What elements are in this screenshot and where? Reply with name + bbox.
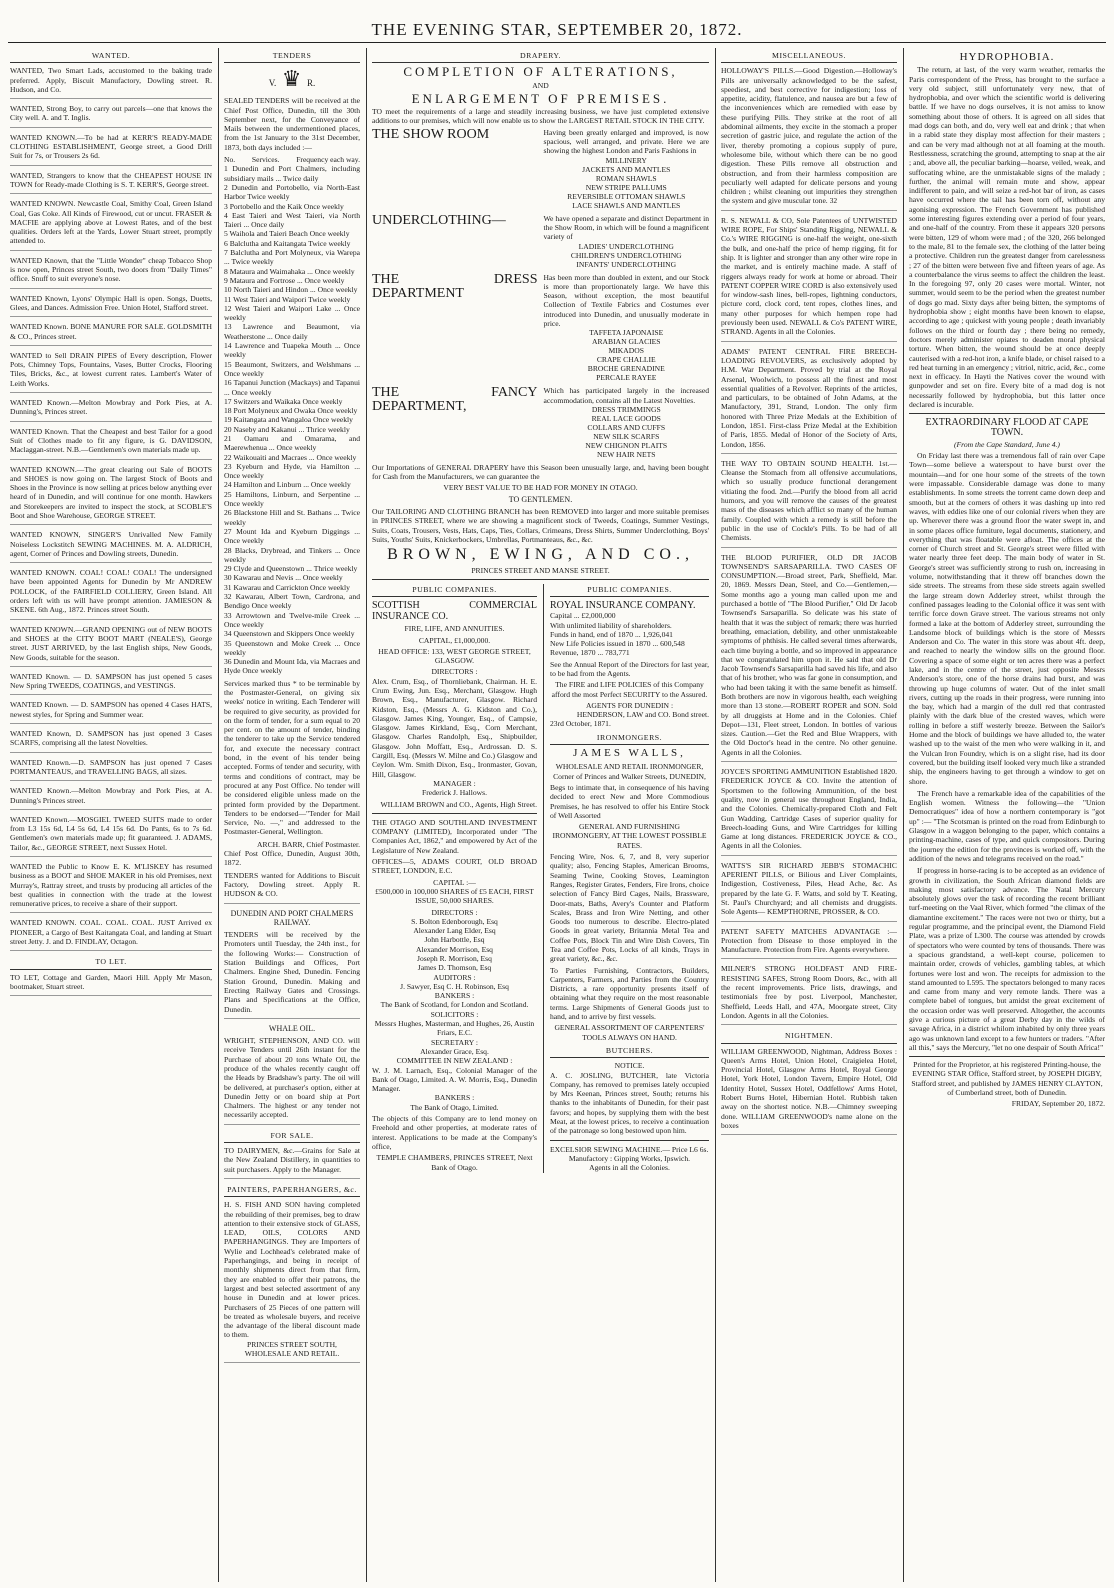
schedule-row: 32 Kawarau, Albert Town, Cardrona, and Bendigo Once weekly (224, 592, 360, 611)
ad: WANTED, Strangers to know that the CHEAPEST HOUSE IN TOWN for Ready-made Clothing is S. T. KERR'S, George street. (10, 171, 212, 195)
ad: H. S. FISH AND SON having completed the rebuilding of their premises, beg to draw attention to their extensive stock of GLASS, LEAD, OILS, COLORS AND PAPERHANGINGS. They are Importers of Wylie and Lochhead's celebrated make of Paperhangings, and being in receipt of monthly shipments direct from that firm, they are enabled to offer their patrons, the largest and best selected assortment of any house in Dunedin and at lower prices. Purchasers of 25 Pieces of one pattern will be treated as wholesale buyers, and receive the advantage of the liberal discount made to them. PRINCES STREET SOUTH, WHOLESALE AND RETAIL. (224, 1200, 360, 1363)
list-item: MILLINERY (605, 155, 647, 165)
section-heading: WANTED. (10, 50, 212, 63)
schedule-row: 4 East Taieri and West Taieri, via North Taieri ... Once daily (224, 210, 360, 230)
schedule-row: 31 Kawarau and Carrickton Once weekly (224, 582, 350, 592)
list-item: LACE SHAWLS AND MANTLES (572, 200, 681, 210)
schedule-row: 3 Portobello and the Kaik Once weekly (224, 201, 344, 211)
ad: WANTED to Sell DRAIN PIPES of Every description, Flower Pots, Chimney Tops, Fountains, Vases, Butter Crocks, Flooring Tiles, Bricks, &c., at lowest current rates. Lambert's Water of Leith Works. (10, 351, 212, 393)
ad: PATENT SAFETY MATCHES ADVANTAGE :— Protection from Disease to those employed in the Manufacture. Protection from Fire. Agents everywhere. (721, 927, 897, 960)
ad: WANTED Known, D. SAMPSON has just opened 3 Cases SCARFS, comprising all the latest Novelties. (10, 729, 212, 753)
ad: WANTED Known, that the "Little Wonder" cheap Tobacco Shop is now open, Princes street South, two doors from "Daily Times" office. Snuff to suit everyone's nose. (10, 256, 212, 289)
list-item: INFANTS' UNDERCLOTHING (576, 259, 677, 269)
ad: WANTED Known. BONE MANURE FOR SALE. GOLDSMITH & CO., Princes street. (10, 322, 212, 346)
schedule-row: 26 Blackstone Hill and St. Bathans ... Twice weekly (224, 508, 360, 527)
ad: WANTED KNOWN. COAL! COAL! COAL! The undersigned have been appointed Agents for Dunedin by Mr ANDREW POLLOCK, of the FAIRFIELD COLLIERY, Green Island. All orders left with us will have prompt attention. JAMIESON & SKENE. 6th Aug., 1872. Princes street South. (10, 568, 212, 619)
list-item: JACKETS AND MANTLES (582, 164, 671, 174)
ad: ADAMS' PATENT CENTRAL FIRE BREECH-LOADING REVOLVERS, as exclusively adopted by H.M. War Department. Proved by trial at the Royal Arsenal, Woolwich, to possess all the finest and most essential qualities of a Revolver. Reprints of the articles, and particulars, to be obtained of John Adams, at the Manufactory, 391, Strand, London. The only firm honored with Three Prize Medals at the Exhibition of London, 1851. First-class Prize Medal at the Exhibition of Paris, 1855. Medal of Honor of the Society of Arts, London, 1856. (721, 347, 897, 454)
schedule-row: 20 Naseby and Kakanui ... Thrice weekly (224, 424, 350, 434)
ad: WATTS'S SIR RICHARD JEBB'S STOMACHIC APERIENT PILLS, or Bilious and Liver Complaints, Indigestion, Costiveness, Piles, Head Ache, &c. As prepared by the late G. F. Watts, and sold by T. Keating, St. Paul's Churchyard; and all chemists and druggists. Sole Agents— KEMPTHORNE, PROSSER, & CO. (721, 861, 897, 922)
masthead: THE EVENING STAR, SEPTEMBER 20, 1872. (371, 20, 743, 39)
schedule-row: 17 Switzers and Waikaka Once weekly (224, 396, 343, 406)
list-item: Capital ... £2,000,000 (550, 611, 616, 621)
schedule-row: 15 Beaumont, Switzers, and Welshmans ... Once weekly (224, 359, 360, 378)
column-miscellaneous (721, 50, 897, 1580)
schedule-row: 11 West Taieri and Waipori Twice weekly (224, 294, 351, 304)
whale-oil-heading: WHALE OIL. (268, 1023, 316, 1033)
ad: WANTED the Public to Know E. K. M'LISKEY has resumed business as a BOOT and SHOE MAKER in his old Premises, next Murray's, Rattray street, and trusts by producing all articles of the best qualities in connection with the trade at the lowest remunerative prices, to receive a share of their support. (10, 862, 212, 913)
ad: WANTED Known.—MOSGIEL TWEED SUITS made to order from L3 15s 6d, L4 5s 6d, L4 15s 6d. Do Pants, 6s to 7s 6d. Gentlemen's own materials made up; fit guaranteed. J. ADAMS, Tailor, &c., GEORGE STREET, next Sussex Hotel. (10, 815, 212, 857)
list-item: Funds in hand, end of 1870 ... 1,926,041 (550, 629, 673, 639)
schedule-row: 29 Clyde and Queenstown ... Thrice weekly (224, 564, 358, 574)
ad: WANTED KNOWN. COAL. COAL. COAL. JUST Arrived ex PIONEER, a Cargo of Best Kaitangata Coal, and landing at Stuart street Jetty. J. and D. FINDLAY, Octagon. (10, 918, 212, 951)
ad: R. S. NEWALL & CO, Sole Patentees of UNTWISTED WIRE ROPE, For Ships' Standing Rigging, NEWALL & Co.'s WIRE RIGGING is one-half the weight, one-sixth the bulk, and one-half the price of hemp rigging, fit for ship. It is lighter and stronger than any other wire rope in the market, and is entirely machine made. A staff of riggers always ready for work at home or abroad. Their PATENT COPPER WIRE CORD is also extensively used for window-sash lines, bell-ropes, lightning conductors, picture cord, clock cord, tent ropes, clothes lines, and many other purposes for which hempen rope had previously been used. NEWALL & Co's PATENT WIRE, STRAND. Agents in all the Colonies. (721, 216, 897, 342)
article-title: EXTRAORDINARY FLOOD AT CAPE TOWN. (925, 417, 1089, 438)
list-item: COLLARS AND CUFFS (587, 422, 666, 432)
ad: THE BLOOD PURIFIER, OLD DR JACOB TOWNSEND'S SARSAPARILLA. TWO CASES OF CONSUMPTION.—Broad street, Park, Sheffield, Mar. 20, 1869. Messrs Dean, Steel, and Co.—Gentlemen,—Some months ago a young man called upon me and purchased a bottle of "The Blood Purifier," Old Dr Jacob Townsend's Sarsaparilla. So delicate was his state of health that it was the subject of remark; there was hurried breathing, emaciation, debility, and other unmistakeable symptoms of phthisis. He called several times afterwards, each time buying a bottle, and so improved in appearance that we congratulated him upon it. He said that old Dr Jacob Townsend's Sarsaparilla had saved his life, and also that of his brother, who was far gone in consumption, and who had been taking it with the same benefit as himself. Both brothers are now in vigorous health, each weighing more than 13 stone.—ROBERT ROPER and SON. Sold by all druggists at Home and in the Colonies. Chief Depot—131, Fleet street, London. In bottles of various sizes. Caution.—Get the Red and Blue Wrappers, with the Old Doctor's head in the centre. No other genuine. Agents in all the Colonies. (721, 553, 897, 763)
schedule-row: 18 Port Molyneux and Owaka Once weekly (224, 406, 358, 416)
column-rule (218, 48, 219, 1582)
column-rule (903, 48, 904, 1582)
dress-department: THE DRESS DEPARTMENT Has been more than doubled in extent, and our Stock is more than proportionately large. We have this Season, without exception, the most beautiful Collection of Textile Fabrics and Costumes ever introduced into Dunedin, and unusually moderate in price. TAFFETA JAPONAISE ARABIAN GLACIES MIKADOS CRAPE CHALLIE BROCHE GRENADINE PERCALE RAYEE (372, 271, 709, 383)
schedule-row: 14 Lawrence and Tuapeka Mouth ... Once weekly (224, 341, 360, 360)
gentlemen-heading: TO GENTLEMEN. (508, 494, 573, 504)
schedule-row: 10 North Taieri and Hindon ... Once weekly (224, 285, 358, 295)
railway-heading: DUNEDIN AND PORT CHALMERS RAILWAY. (230, 908, 354, 927)
ad: THE WAY TO OBTAIN SOUND HEALTH. 1st.—Cleanse the Stomach from all offensive accumulations, which so usually produce functional derangement vitiating the food. 2nd.—Purify the blood from all acrid humors, and you will remove the causes of the greatest mass of the diseases which afflict so many of the human family. Coupled with which a remedy is still before the public in the use of Cockle's Pills. To be had of all Chemists. (721, 459, 897, 548)
imprint: Printed for the Proprietor, at his registered Printing-house, the EVENING STAR Office, Stafford street, by JOSEPH DIGBY, Stafford street, and published by JAMES HENRY CLAYTON, of Cumberland street, both of Dunedin. FRIDAY, September 20, 1872. (909, 1056, 1105, 1108)
schedule-row: 1 Dunedin and Port Chalmers, including subsidiary mails ... Twice daily (224, 164, 360, 183)
signature-date: Chief Post Office, Dunedin, August 30th, 1872. (224, 849, 360, 868)
article-body: The French have a remarkable idea of the capabilities of the English women. Witness the following—the "Union Democratiques" idea of how a northern contemporary is "got up" :— "The Scotsman is printed on the road from Edinburgh to Glasgow in a waggon belonging to the paper, which contains a printing-machine, cases of type, and quick compositors. During the journey the edition for the provinces is worked off, with the addition of the news and telegrams received on the road." (909, 788, 1105, 863)
list-item: DRESS TRIMMINGS (591, 404, 661, 414)
firm-name: BROWN, EWING, AND CO., (387, 546, 694, 564)
schedule-row: 8 Mataura and Waimahaka ... Once weekly (224, 266, 355, 276)
list-item: MIKADOS (608, 346, 644, 356)
column-drapery: DRAPERY. COMPLETION OF ALTERATIONS, AND ENLARGEMENT OF PREMISES. TO meet the requirements of a large and steadily increasing business, we have just completed extensive additions to our premises, which will now enable us to show the LARGEST RETAIL STOCK IN THE CITY. THE SHOW ROOM Having been greatly enlarged and improved, is now spacious, well arranged, and private. Here we are showing the highest London and Paris Fashions in MILLINERY JACKETS AND MANTLES ROMAN SHAWLS NEW STRIPE PALLUMS REVERSIBLE OTTOMAN SHAWLS LACE SHAWLS AND MANTLES UNDERCLOTHING— We have opened a separate and distinct Department in the Show Room, in which will be found a magnificent variety of LADIES' UNDERCLOTHING CHILDREN'S UNDERCLOTHING INFANTS' UNDERCLOTHING THE DRESS DEPARTMENT Has been more than doubled in extent, and our Stock is more than proportionately large. We have this Season, without exception, the most beautiful Collection of Textile Fabrics and Costumes ever introduced into Dunedin, and unusually moderate in price. TAFFETA JAPONAISE ARABIAN GLACIES MIKADOS CRAPE CHALLIE BROCHE GRENADINE PERCALE RAYEE THE FANCY DEPARTMENT, Which has participated largely in the increased accommodation, contains all the Latest Novelties. DRESS TRIMMINGS REAL LACE GOODS COLLARS AND CUFFS NEW SILK SCARFS NEW CHIGNON PLAITS NEW HAIR NETS Our Importations of GENERAL DRAPERY have this Season been unusually large, and, having been bought for Cash from the Manufacturers, we can guarantee the VERY BEST VALUE TO BE HAD FOR MONEY IN OTAGO. TO GENTLEMEN. Our TAILORING AND CLOTHING BRANCH has been REMOVED into larger and more suitable premises in PRINCES STREET, where we are showing a magnificent stock of Tweeds, Coatings, Summer Vestings, Suits, Coats, Trousers, Vests, Hats, Caps, Ties, Collars, Crimeans, Dress Shirts, Summer Underclothing, Boys' Suits, Youths' Suits, Knickerbockers, Umbrellas, Portmanteaus, &c., &c. BROWN, EWING, AND CO., PRINCES STREET AND MANSE STREET. PUBLIC COMPANIES. SCOTTISH COMMERCIAL INSURANCE CO. FIRE, LIFE, AND ANNUITIES. CAPITAL, £1,000,000. HEAD OFFICE: 133, WEST GEORGE STREET, GLASGOW. DIRECTORS : Alex. Crum, Esq., of Thornliebank, Chairman. H. E. Crum Ewing, Jun. Esq., Merchant, Glasgow. Hugh Brown, Esq., Manufacturer, Glasgow. Richard Kidston, Esq., (Messrs A. G. Kidston and Co.), Glasgow. James King, Younger, Esq., of Campsie, Glasgow. James Kirkland, Esq., Corn Merchant, Glasgow. Charles Randolph, Esq., Shipbuilder, Glasgow. John Moffatt, Esq., Ardrossan. D. S. Cargill, Esq. (Messrs W. Milne and Co.) Glasgow and Ceylon. Wm. Smith Dixon, Esq., Ironmaster, Govan, Hill, Glasgow. MANAGER : Frederick J. Hallows. WILLIAM BROWN and CO., Agents, High Street. THE OTAGO AND SOUTHLAND INVESTMENT COMPANY (LIMITED), Incorporated under "The Companies Act, 1862," and empowered by Act of the Legislature of New Zealand. OFFICES—5, ADAMS COURT, OLD BROAD STREET, LONDON, E.C. CAPITAL :— £500,000 in 100,000 SHARES of £5 EACH, FIRST ISSUE, 50,000 SHARES. DIRECTORS : S. Bolton Edenborough, Esq Alexander Lang Elder, Esq John Harbottle, Esq Alexander Morrison, Esq Joseph R. Morrison, Esq James D. Thomson, Esq AUDITORS : J. Sawyer, Esq C. H. Robinson, Esq BANKERS : The Bank of Scotland, for London and Scotland. SOLICITORS : Messrs Hughes, Masterman, and Hughes, 26, Austin Friars, E.C. SECRETARY : Alexander Grace, Esq. COMMITTEE IN NEW ZEALAND : W. J. M. Larnach, Esq., Colonial Manager of the Bank of Otago, Limited. A. W. Morris, Esq., Dunedin Manager. BANKERS : The Bank of Otago, Limited. The objects of this Company are to lend money on Freehold and other properties, at moderate rates of interest. Applications to be made at the Company's office, TEMPLE CHAMBERS, PRINCES STREET, Next Bank of Otago. PUBLIC COMPANIES. ROYAL INSURANCE COMPANY. Capital ... £2,000,000 With unlimited liability of shareholders. Funds in hand, end of 1870 ... 1,926,041 New Life Policies issued in 1870 ... 600,548 Revenue, 1870 ... 783,771 See the Annual Report of the Directors for last year, to be had from the Agents. The FIRE and LIFE POLICIES of this Company afford the most Perfect SECURITY to the Assured. AGENTS FOR DUNEDIN : HENDERSON, LAW and CO. Bond street. 23rd October, 1871. IRONMONGERS. JAMES WALLS, WHOLESALE AND RETAIL IRONMONGER, Corner of Princes and Walker Streets, DUNEDIN, Begs to intimate that, in consequence of his having decided to erect New and More Commodious Premises, he has resolved to offer his Entire Stock of Well Assorted GENERAL AND FURNISHING IRONMONGERY, AT THE LOWEST POSSIBLE RATES. Fencing Wire, Nos. 6, 7, and 8, very superior quality; also, Fencing Staples, American Brooms, Seaming Twine, Cooking Stoves, Leamington Ranges, Register Grates, Fenders, Fire Irons, choice selection of Fancy Bird Cages, Nails, Brassware, Door-mats, Baths, Avery's Counter and Platform Scales, Brass and Iron Wire Netting, and other Goods too numerous to describe. Electro-plated Goods in great variety, Britannia Metal Tea and Coffee Pots, Block Tin and Wire Dish Covers, Tin Tea and Coffee Pots, Locks of all kinds, Trays in great variety, &c., &c. To Parties Furnishing, Contractors, Builders, Carpenters, Farmers, and Parties from the Country Districts, a rare opportunity presents itself of obtaining what they require on the most reasonable terms. Large Shipments of General Goods just to hand, and to arrive by first vessels. GENERAL ASSORTMENT OF CARPENTERS' TOOLS ALWAYS ON HAND. BUTCHERS. NOTICE. A. C. JOSLING, BUTCHER, late Victoria Company, has removed to premises lately occupied by Mrs Keenan, Princes street, South; returns his thanks to the inhabitants of Dunedin, for their past favors; and hopes, by supplying them with the best Meat, at the lowest prices, to receive a continuation of the patronage so long bestowed upon him. EXCELSIOR SEWING MACHINE.— Price L6 6s. Manufactory : Gipping Works, Ipswich. Agents in all the Colonies. (372, 51, 709, 1173)
ad: TO DAIRYMEN, &c.—Grains for Sale at the New Zealand Distillery, in quantities to suit purchasers. Apply to the Manager. (224, 1146, 360, 1179)
ad: WANTED Known. That the Cheapest and best Tailor for a good Suit of Clothes made to fit any figure, is G. DAVIDSON, Maclaggan-street. N.B.—Gentlemen's own materials made up. (10, 427, 212, 460)
section-heading: TENDERS (224, 50, 360, 63)
list-item: ARABIAN GLACIES (591, 337, 661, 347)
list-item: Alexander Lang Elder, Esq (413, 926, 496, 936)
schedule-row: 2 Dunedin and Portobello, via North-East Harbor Twice weekly (224, 182, 360, 202)
schedule-row: 5 Waihola and Taieri Beach Once weekly (224, 229, 350, 239)
tender-intro: SEALED TENDERS will be received at the Chief Post Office, Dunedin, till the 30th September next, for the Conveyance of Mails between the undermentioned places, from the 1st January to the 31st December, 1873, both days included :— (224, 96, 360, 152)
tender-notes: Services marked thus * to be terminable by the Postmaster-General, on giving six weeks' notice in writing. Each Tenderer will be required to give security, as provided for on the form of tender, for a sum equal to 20 per cent. on the amount of tender, binding the tenderer to take up the Service tendered for, and execute the necessary contract bond, in the event of his tender being accepted. Forms of tender and security, with terms and conditions of contract, may be procured at any Post Office. No tender will be considered eligible unless made on the printed form provided by the Department. Tenders to be endorsed—"Tender for Mail Service, No. —," and addressed to the Postmaster-General, Wellington. (224, 678, 360, 837)
list-item: REAL LACE GOODS (591, 413, 661, 423)
article-body: The return, at last, of the very warm weather, remarks the Paris correspondent of the Press, has brought to the surface a very old subject, still unfortunately very new, that of hydrophobia, and over which the scientific world is delivering battle. If we have no dogs ourselves, it is not amiss to know something about those of others. It is agreed on all sides that mad dogs can both, and do, very well eat and drink ; that when in a rabid state they display most affection for their masters ; and can be very mad although not at all foaming at the mouth. Restlessness, scratching the ground, attempting to snap at the air ; and, above all, the peculiar barking—hoarse, veiled, weak, and suffocating whine, are the unmistakable signs of the malady ; further, the animal will remain mute and show, appear indifferent to pain, and will seize a red-hot bar of iron, as cases have occurred where the tail has been torn off, without any agonising expression. The French Government has published some interesting figures extending over a period of four years, and one-half of the country. From these it appears 320 persons were bitten, 129 of whom were mad ; of the 320, 266 belonged to the male, 81 to the female sex, the clothing of the latter being a protective. Children run the greatest danger from carelessness ; 27 of the bitten were between five and fifteen years of age. As a counterbalance the virus seems to affect the children the least. In the foregoing 97, only 20 cases were mortal. Winter, not summer, would seem to be the period when the greatest number of dogs go mad. Sixty days after being bitten, the symptoms of hydrophobia show ; eight months have been known to elapse, according to age ; quickest with young people ; death invariably follows on the third or fourth day ; there being no remedy, doctors merely administer opiates to deaden moral physical torture. When bitten, the wound should be at once deeply cauterised with a red-hot iron, a knife blade, or chisel raised to a red heat turning in an emergency ; vitriol, nitric, acid, &c., come next in efficacy. In Hayti the Natives cover the wound with gunpowder and set on fire. Every bite of a mad dog is not necessarily followed by hydrophobia, but this latter once declared is incurable. (909, 65, 1105, 409)
schedule-row: 34 Queenstown and Skippers Once weekly (224, 629, 355, 639)
list-item: CHILDREN'S UNDERCLOTHING (570, 250, 682, 260)
schedule-row: 33 Arrowtown and Twelve-mile Creek ... Once weekly (224, 610, 360, 629)
article-body: If progress in horse-racing is to be accepted as an evidence of growth in civilization, the South African diamond fields are making most satisfactory advance. The Natal Mercury absolutely glows over the task of recording the recent brilliant turf-meeting on the Vaal River, which formed "the climax of the diamantine excitement." The races were not two or thirty, but a regular programme, and the principal event, the Diamond Field Plate, was a prize of L300. The course was attended by crowds of spectators who were counted by tens of thousands. There was a spacious grandstand, a well-kept course, policemen to maintain order, crowds of vehicles, gambling tables, at which fortunes were lost and won. The receipts for admission to the stand amounted to L595. The spectators belonged to many races and came from many and very remote lands. There was a complete babel of tongues, but amidst the great excitement of the occasion order was well preserved. Altogether, the accounts give a curious picture of a great Derby day in the wilds of savage Africa, in a district whilom inhabited by only three years ago was unknown land except to a few hunters or traders. "After all this," says the Mercury, "let no one despair of South Africa!" (909, 866, 1105, 1052)
list-item: REVERSIBLE OTTOMAN SHAWLS (567, 191, 686, 201)
ad: WANTED KNOWN, SINGER'S Unrivalled New Family Noiseless Lockstitch SEWING MACHINES. M. A. ALDRICH, agent, Corner of Princes and Dowling streets, Dunedin. (10, 530, 212, 563)
column-rule (715, 48, 716, 1582)
ad: TENDERS wanted for Additions to Biscuit Factory, Dowling street. Apply R. HUDSON & CO. (224, 871, 360, 904)
ad: TO LET, Cottage and Garden, Maori Hill. Apply Mr Mason, bootmaker, Stuart street. (10, 973, 212, 997)
signature: ARCH. BARR, Chief Postmaster. (257, 839, 360, 849)
ad: WANTED Known. — D. SAMPSON has just opened 5 cases New Spring TWEEDS, COATINGS, and VESTINGS. (10, 672, 212, 696)
list-item: Alexander Morrison, Esq (416, 944, 493, 954)
list-item: LADIES' UNDERCLOTHING (578, 241, 674, 251)
list-item: ROMAN SHAWLS (595, 173, 657, 183)
list-item: Revenue, 1870 ... 783,771 (550, 648, 630, 658)
drapery-title: COMPLETION OF ALTERATIONS, (403, 64, 678, 80)
schedule-row: 12 West Taieri and Waipori Lake ... Once weekly (224, 303, 360, 323)
ad: WRIGHT, STEPHENSON, AND CO. will receive Tenders until 26th instant for the Purchase of about 20 tons Whale Oil, the produce of the whales recently caught off the Heads by Bradshaw's party. The oil will be delivered, at purchaser's option, either at Dunedin Jetty or on board ship at Port Chalmers. The highest or any tender not necessarily accepted. (224, 1036, 360, 1125)
section-heading: FOR SALE. (224, 1130, 360, 1143)
schedule-row: 16 Tapanui Junction (Mackays) and Tapanui ... Once weekly (224, 378, 360, 397)
schedule-row: 9 Mataura and Fortrose ... Once weekly (224, 275, 345, 285)
section-heading: TO LET. (10, 956, 212, 969)
ad: MILNER'S STRONG HOLDFAST AND FIRE-RESISTING SAFES, Strong Room Doors, &c., with all the recent improvements. Price lists, drawings, and testimonials free by post. Liverpool, Manchester, Sheffield, Leeds Hall, and 47A, Moorgate street, City London. Agents in all the Colonies. (721, 964, 897, 1025)
schedule-row: 6 Balclutha and Kaitangata Twice weekly (224, 238, 351, 248)
schedule-row: 30 Kawarau and Nevis ... Once weekly (224, 573, 343, 583)
schedule-row: 27 Mount Ida and Kyeburn Diggings ... Once weekly (224, 526, 360, 546)
fancy-department: THE FANCY DEPARTMENT, Which has participated largely in the increased accommodation, contains all the Latest Novelties. DRESS TRIMMINGS REAL LACE GOODS COLLARS AND CUFFS NEW SILK SCARFS NEW CHIGNON PLAITS NEW HAIR NETS (372, 385, 709, 459)
ad: TENDERS will be received by the Promoters until Tuesday, the 24th inst., for the following Works:— Construction of Station Buildings and Offices, Port Chalmers. Engine Shed, Dunedin. Fencing Station Ground, Dunedin. Making and Erecting Railway Gates and Crossings. Plans and Specifications at the Office, Dunedin. (224, 930, 360, 1019)
ad: WANTED KNOWN.—GRAND OPENING out of NEW BOOTS and SHOES at the CITY BOOT MART (NEALE'S), George street. JUST ARRIVED, by the last English ships, New Goods, New Goods, suitable for the season. (10, 625, 212, 667)
section-heading: NIGHTMEN. (721, 1030, 897, 1043)
schedule-row: 13 Lawrence and Beaumont, via Weatherstone ... Once daily (224, 322, 360, 341)
lower-drapery-area (372, 584, 709, 1173)
crest-icon: ♛ (281, 66, 302, 92)
schedule-row: 35 Queenstown and Moke Creek ... Once weekly (224, 638, 360, 657)
underclothing: UNDERCLOTHING— We have opened a separate and distinct Department in the Show Room, in which will be found a magnificent variety of LADIES' UNDERCLOTHING CHILDREN'S UNDERCLOTHING INFANTS' UNDERCLOTHING (372, 212, 709, 269)
crest-letter: R. (307, 78, 316, 89)
column-news (909, 50, 1105, 1580)
list-item: CRAPE CHALLIE (596, 355, 656, 365)
masthead-rule (8, 42, 1106, 43)
section-heading: PAINTERS, PAPERHANGERS, &c. (224, 1184, 360, 1197)
list-item: BROCHE GRENADINE (587, 364, 665, 374)
list-item: New Life Policies issued in 1870 ... 600,548 (550, 639, 685, 649)
article-source: (From the Cape Standard, June 4.) (954, 439, 1060, 449)
ad: HOLLOWAY'S PILLS.—Good Digestion.—Holloway's Pills are universally acknowledged to be the safest, speediest, and best corrective for indigestion; loss of appetite, acidity, flatulence, and nausea are but a few of the inconveniences which are remedied with ease by these purifying Pills. They strike at the root of all abdominal ailments, they excite in the stomach a proper secretion of gastric juice, and regulate the action of the liver, thereby promoting a copious supply of pure, wholesome bile, without which there can be no good digestion. These Pills remove all obstruction and obstruction, and from their harmless composition are peculiarly well adapted for delicate persons and young children ; whilst cleaning out impurities they strengthen the system and give muscular tone. 32 (721, 66, 897, 210)
column-rule (366, 48, 367, 1582)
ad: WANTED KNOWN.—The great clearing out Sale of BOOTS and SHOES is now going on. The largest Stock of Boots and Shoes in the Province is now selling at prices below anything ever heard of in Dunedin, and will continue for one month. Hawkers and Storekeepers are invited to inspect the stock, at SCOBLE'S Boot and Shoe Warehouse, GEORGE STREET. (10, 465, 212, 526)
mail-schedule (224, 164, 360, 675)
article-title: HYDROPHOBIA. (959, 51, 1055, 63)
schedule-row: 28 Blacks, Drybread, and Tinkers ... Once weekly (224, 545, 360, 564)
public-companies-right: PUBLIC COMPANIES. ROYAL INSURANCE COMPANY. Capital ... £2,000,000 With unlimited liability of shareholders. Funds in hand, end of 1870 ... 1,926,041 New Life Policies issued in 1870 ... 600,548 Revenue, 1870 ... 783,771 See the Annual Report of the Directors for last year, to be had from the Agents. The FIRE and LIFE POLICIES of this Company afford the most Perfect SECURITY to the Assured. AGENTS FOR DUNEDIN : HENDERSON, LAW and CO. Bond street. 23rd October, 1871. IRONMONGERS. JAMES WALLS, WHOLESALE AND RETAIL IRONMONGER, Corner of Princes and Walker Streets, DUNEDIN, Begs to intimate that, in consequence of his having decided to erect New and More Commodious Premises, he has resolved to offer his Entire Stock of Well Assorted GENERAL AND FURNISHING IRONMONGERY, AT THE LOWEST POSSIBLE RATES. Fencing Wire, Nos. 6, 7, and 8, very superior quality; also, Fencing Staples, American Brooms, Seaming Twine, Cooking Stoves, Leamington Ranges, Register Grates, Fenders, Fire Irons, choice selection of Fancy Bird Cages, Nails, Brassware, Door-mats, Baths, Avery's Counter and Platform Scales, Brass and Iron Wire Netting, and other Goods too numerous to describe. Electro-plated Goods in great variety, Britannia Metal Tea and Coffee Pots, Block Tin and Wire Dish Covers, Tin Tea and Coffee Pots, Locks of all kinds, Trays in great variety, &c., &c. To Parties Furnishing, Contractors, Builders, Carpenters, Farmers, and Parties from the Country Districts, a rare opportunity presents itself of obtaining what they require on the most reasonable terms. Large Shipments of General Goods just to hand, and to arrive by first vessels. GENERAL ASSORTMENT OF CARPENTERS' TOOLS ALWAYS ON HAND. BUTCHERS. NOTICE. A. C. JOSLING, BUTCHER, late Victoria Company, has removed to premises lately occupied by Mrs Keenan, Princes street, South; returns his thanks to the inhabitants of Dunedin, for their past favors; and hopes, by supplying them with the best Meat, at the lowest prices, to receive a continuation of the patronage so long bestowed upon him. EXCELSIOR SEWING MACHINE.— Price L6 6s. Manufactory : Gipping Works, Ipswich. Agents in all the Colonies. (550, 584, 709, 1173)
ad: WANTED KNOWN. Newcastle Coal, Smithy Coal, Green Island Coal, Gas Coke. All Kinds of Firewood, cut or uncut. FRASER & MACFIE are applying above at Lowest Rates, and of the best qualities. Orders left at the Yards, Lower Stuart street, promptly attended to. (10, 199, 212, 250)
list-item: NEW CHIGNON PLAITS (585, 440, 668, 450)
ad: WANTED, Two Smart Lads, accustomed to the baking trade preferred. Apply, Biscuit Manufactory, Dowling street. R. Hudson, and Co. (10, 66, 212, 99)
schedule-row: 21 Oamaru and Omarama, and Maerewhenua ... Once weekly (224, 433, 360, 453)
column-wanted (10, 50, 212, 1580)
ad: WANTED Known.—Melton Mowbray and Pork Pies, at A. Dunning's, Princes street. (10, 398, 212, 422)
ad: JOYCE'S SPORTING AMMUNITION Established 1820. FREDERICK JOYCE & CO. Invite the attention of Sportsmen to the following Ammunition, of the best quality, now in general use throughout England, India, and the Colonies. Chemically-prepared Cloth and Felt Gun Wadding, Cartridge Cases of superior quality for Breech-loading Guns, and Wire Cartridges for killing Game at long distances. FREDERICK JOYCE & CO., Agents in all the Colonies. (721, 767, 897, 856)
schedule-row: 25 Hamiltons, Linburn, and Serpentine ... Once weekly (224, 489, 360, 509)
schedule-header: No. Services. Frequency each way. (224, 155, 360, 165)
show-room: THE SHOW ROOM Having been greatly enlarged and improved, is now spacious, well arranged, and private. Here we are showing the highest London and Paris Fashions in MILLINERY JACKETS AND MANTLES ROMAN SHAWLS NEW STRIPE PALLUMS REVERSIBLE OTTOMAN SHAWLS LACE SHAWLS AND MANTLES (372, 126, 709, 210)
ad: WILLIAM GREENWOOD, Nightman, Address Boxes : Queen's Arms Hotel, Union Hotel, Craigielea Hotel, Provincial Hotel, Glasgow Arms Hotel, Royal George Hotel, York Hotel, London Tavern, Empire Hotel, Old Identity Hotel, Sussex Hotel, Oddfellows' Arms Hotel, Robert Burns Hotel, Hibernian Hotel. Rubbish taken away on the shortest notice. N.B.—Chimney sweeping done. WILLIAM GREENWOOD's name alone on the boxes (721, 1047, 897, 1136)
wanted-ads (10, 66, 212, 951)
list-item: TAFFETA JAPONAISE (589, 328, 664, 338)
list-item: PERCALE RAYEE (596, 373, 657, 383)
section-heading: MISCELLANEOUS. (721, 50, 897, 63)
royal-crest (224, 66, 360, 96)
firm-address: PRINCES STREET AND MANSE STREET. (471, 565, 610, 575)
ad: WANTED Known.—Melton Mowbray and Pork Pies, at A. Dunning's Princes street. (10, 786, 212, 810)
list-item: S. Bolton Edenborough, Esq (411, 916, 498, 926)
public-companies-left: PUBLIC COMPANIES. SCOTTISH COMMERCIAL INSURANCE CO. FIRE, LIFE, AND ANNUITIES. CAPITAL, £1,000,000. HEAD OFFICE: 133, WEST GEORGE STREET, GLASGOW. DIRECTORS : Alex. Crum, Esq., of Thornliebank, Chairman. H. E. Crum Ewing, Jun. Esq., Merchant, Glasgow. Hugh Brown, Esq., Manufacturer, Glasgow. Richard Kidston, Esq., (Messrs A. G. Kidston and Co.), Glasgow. James King, Younger, Esq., of Campsie, Glasgow. James Kirkland, Esq., Corn Merchant, Glasgow. Charles Randolph, Esq., Shipbuilder, Glasgow. John Moffatt, Esq., Ardrossan. D. S. Cargill, Esq. (Messrs W. Milne and Co.) Glasgow and Ceylon. Wm. Smith Dixon, Esq., Ironmaster, Govan, Hill, Glasgow. MANAGER : Frederick J. Hallows. WILLIAM BROWN and CO., Agents, High Street. THE OTAGO AND SOUTHLAND INVESTMENT COMPANY (LIMITED), Incorporated under "The Companies Act, 1862," and empowered by Act of the Legislature of New Zealand. OFFICES—5, ADAMS COURT, OLD BROAD STREET, LONDON, E.C. CAPITAL :— £500,000 in 100,000 SHARES of £5 EACH, FIRST ISSUE, 50,000 SHARES. DIRECTORS : S. Bolton Edenborough, Esq Alexander Lang Elder, Esq John Harbottle, Esq Alexander Morrison, Esq Joseph R. Morrison, Esq James D. Thomson, Esq AUDITORS : J. Sawyer, Esq C. H. Robinson, Esq BANKERS : The Bank of Scotland, for London and Scotland. SOLICITORS : Messrs Hughes, Masterman, and Hughes, 26, Austin Friars, E.C. SECRETARY : Alexander Grace, Esq. COMMITTEE IN NEW ZEALAND : W. J. M. Larnach, Esq., Colonial Manager of the Bank of Otago, Limited. A. W. Morris, Esq., Dunedin Manager. BANKERS : The Bank of Otago, Limited. The objects of this Company are to lend money on Freehold and other properties, at moderate rates of interest. Applications to be made at the Company's office, TEMPLE CHAMBERS, PRINCES STREET, Next Bank of Otago. (372, 584, 537, 1172)
misc-ads (721, 66, 897, 1025)
list-item: NEW SILK SCARFS (593, 431, 660, 441)
list-item: Joseph R. Morrison, Esq (417, 954, 492, 963)
schedule-row: 24 Hamilton and Linburn ... Once weekly (224, 480, 351, 490)
ad: WANTED Known.—D. SAMPSON has just opened 7 Cases PORTMANTEAUS, and TRAVELLING BAGS, all sizes. (10, 758, 212, 782)
article-body: On Friday last there was a tremendous fall of rain over Cape Town—some believe a waterspout to have burst over the mountain—and for one hour some of the streets of the town were impassable. Considerable damage was done to many establishments. In some streets the torrent came down deep and smooth, but at the corners of others it was dashing up into red waves, with eddies like one of our colonial rivers when they are up. Wherever there was a ground floor the water swept in, and in some places office furniture, legal documents, stationery, and everything that was floatable were afloat. The offices at the corner of Church street and St. George's street were filled with water nearly three feet deep. The main body of water in St. George's street was sufficiently strong to rush on, increasing in volume, notwithstanding that it threw off branches down the side streets. The streams from these side streets again swelled the large stream down Adderley street, whilst through the confined passages leading to the Colonial office it was sent with terrific force down Grave street. The various streams not only formed a lake at the bottom of Adderley street, surrounding the Landsome block of buildings which is the store of Messrs Anderson and Co. The water in this store was about 4ft. deep, and reached to nearly the window sills on the ground floor. Covering a space of some eight or ten acres there was a perfect lake, and in the centre of the street, just opposite Messrs Anderson's store, one of the horse drains had burst, and was throwing up huge columns of water. Out of the inlet small rivers, cutting up the roads in their progress, were running into the bay, which had a margin of the dull red that contrasted plainly with the dark blue of the crested waves, which were rolling in before a stiff westerly breeze. Between the Sailor's Home and the block of buildings we have alluded to, the water washed up to the waist of the men who were walking in it, and the Vulcan Iron Foundry, which is on a slight rise, had its door covered, but the building itself looked very much like a stranded ship, the engineers having to get through a window to get on shore. (909, 451, 1105, 786)
schedule-row: 36 Dunedin and Mount Ida, via Macraes and Hyde Once weekly (224, 657, 360, 676)
schedule-row: 22 Waikouaiti and Macraes ... Once weekly (224, 452, 357, 462)
list-item: James D. Thomson, Esq (417, 963, 492, 973)
ad: WANTED Known, Lyons' Olympic Hall is open. Songs, Duetts, Glees, and Dances. Admission Free. Union Hotel, Stafford street. (10, 294, 212, 318)
ad: WANTED Known. — D. SAMPSON has opened 4 Cases HATS, newest styles, for Spring and Summer wear. (10, 700, 212, 724)
list-item: John Harbottle, Esq (424, 935, 485, 945)
schedule-row: 19 Kaitangata and Wangaloa Once weekly (224, 415, 353, 425)
list-item: NEW STRIPE PALLUMS (585, 182, 667, 192)
schedule-row: 23 Kyeburn and Hyde, via Hamilton ... Once weekly (224, 461, 360, 481)
schedule-row: 7 Balclutha and Port Molyneux, via Warepa ... Twice weekly (224, 248, 360, 267)
drapery-title: ENLARGEMENT OF PREMISES. (411, 90, 670, 106)
section-heading: DRAPERY. (372, 50, 709, 63)
list-item: NEW HAIR NETS (597, 449, 656, 459)
crest-letter: V. (268, 78, 277, 89)
column-tenders (224, 50, 360, 1580)
ad: WANTED KNOWN.—To be had at KERR'S READY-MADE CLOTHING ESTABLISHMENT, George street, a Good Drill Suit for 7s, or Trousers 2s 6d. (10, 133, 212, 166)
ad: WANTED, Strong Boy, to carry out parcels—one that knows the City well. A. and T. Inglis. (10, 104, 212, 128)
list-item: With unlimited liability of shareholders. (550, 620, 672, 630)
